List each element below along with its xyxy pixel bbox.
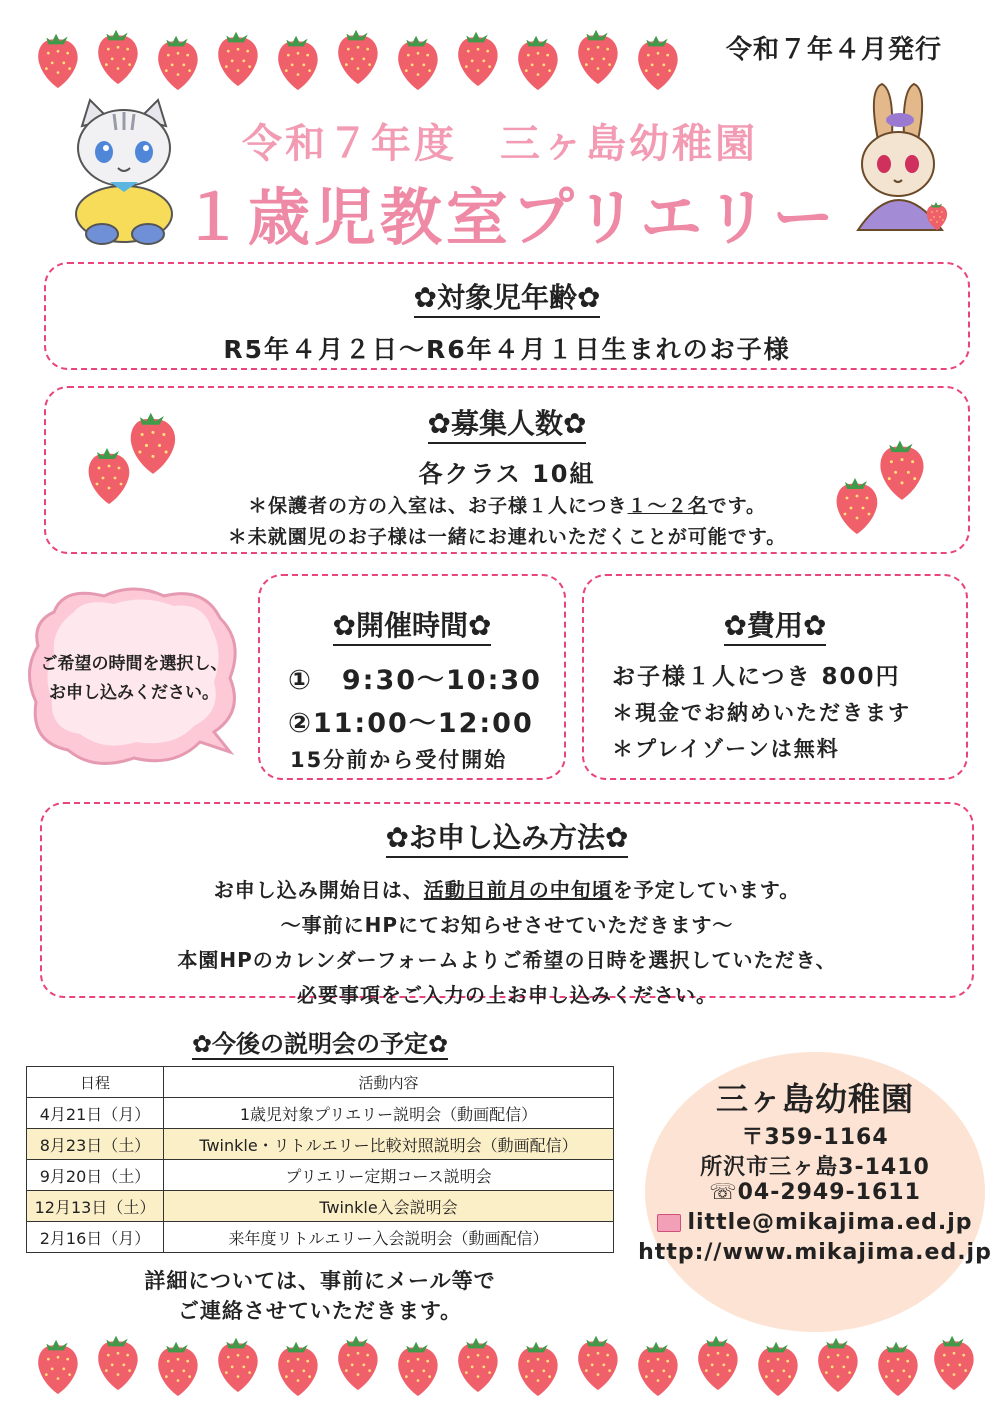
- row-content: Twinkle入会説明会: [164, 1191, 614, 1222]
- strawberry-icon: [126, 404, 180, 476]
- row-date: 4月21日（月）: [27, 1098, 164, 1129]
- strawberry-icon: [932, 1328, 976, 1392]
- row-date: 12月13日（土）: [27, 1191, 164, 1222]
- row-content: 来年度リトルエリー入会説明会（動画配信）: [164, 1222, 614, 1253]
- strawberry-icon: [876, 432, 928, 502]
- row-content: Twinkle・リトルエリー比較対照説明会（動画配信）: [164, 1129, 614, 1160]
- bunny-illustration: [838, 80, 958, 240]
- page-title: １歳児教室プリエリー: [181, 181, 839, 254]
- strawberry-icon: [576, 1328, 620, 1392]
- row-date: 8月23日（土）: [27, 1129, 164, 1160]
- time-slot-2: ②11:00〜12:00: [288, 708, 534, 739]
- strawberry-icon: [36, 1332, 80, 1396]
- fee-line-2: ＊現金でお納めいただきます: [612, 701, 911, 725]
- strawberry-icon: [756, 1334, 800, 1398]
- school-name: 三ヶ島幼稚園: [715, 1080, 914, 1118]
- strawberry-icon: [516, 28, 560, 92]
- strawberry-icon: [636, 1334, 680, 1398]
- schedule-table: [26, 1066, 614, 1253]
- email-link[interactable]: little@mikajima.ed.jp: [687, 1210, 973, 1235]
- email-row: [630, 1210, 1000, 1235]
- apply-section: [40, 802, 974, 1007]
- strawberry-icon: [96, 1328, 140, 1392]
- strawberry-icon: [156, 1334, 200, 1398]
- schedule-footer-1: 詳細については、事前にメール等で: [144, 1269, 496, 1293]
- time-note: 15分前から受付開始: [290, 748, 508, 772]
- page-subtitle: 令和７年度 三ヶ島幼稚園: [242, 121, 758, 167]
- strawberry-icon: [396, 1334, 440, 1398]
- table-row: [27, 1191, 614, 1222]
- strawberry-icon: [516, 1334, 560, 1398]
- row-content: 1歳児対象プリエリー説明会（動画配信）: [164, 1098, 614, 1129]
- capacity-note-2: ＊未就園児のお子様は一緒にお連れいただくことが可能です。: [227, 526, 787, 548]
- address: 所沢市三ヶ島3-1410: [700, 1155, 930, 1180]
- col-date: 日程: [27, 1067, 164, 1098]
- strawberry-icon: [696, 1328, 740, 1392]
- strawberry-icon: [456, 24, 500, 88]
- apply-line-2: 〜事前にHPにてお知らせさせていただきます〜: [280, 913, 734, 937]
- postal-code: 〒359-1164: [741, 1125, 889, 1150]
- row-date: 2月16日（月）: [27, 1222, 164, 1253]
- strawberry-icon: [216, 1330, 260, 1394]
- strawberry-icon: [276, 28, 320, 92]
- schedule-footer-2: ご連絡させていただきます。: [177, 1299, 463, 1323]
- apply-line-4: 必要事項をご入力の上お申し込みください。: [297, 983, 717, 1007]
- strawberry-icon: [576, 22, 620, 86]
- capacity-note-1: ＊保護者の方の入室は、お子様１人につき１〜２名です。: [247, 495, 767, 517]
- age-section: [44, 262, 970, 370]
- table-row: [27, 1129, 614, 1160]
- apply-line-1: お申し込み開始日は、活動日前月の中旬頃を予定しています。: [213, 878, 801, 902]
- time-heading: ✿開催時間✿: [333, 609, 492, 646]
- apply-line-3: 本園HPのカレンダーフォームよりご希望の日時を選択していただき、: [177, 948, 837, 972]
- schedule-heading-wrap: [26, 1024, 614, 1059]
- bubble-text: ご希望の時間を選択し、お申し込みください。: [40, 654, 228, 703]
- capacity-heading: ✿募集人数✿: [428, 407, 587, 444]
- strawberry-icon: [84, 440, 134, 506]
- phone[interactable]: ☏04-2949-1611: [709, 1180, 921, 1205]
- issue-date: 令和７年４月発行: [696, 22, 972, 78]
- strawberry-icon: [832, 470, 882, 536]
- col-content: 活動内容: [164, 1067, 614, 1098]
- table-header-row: [27, 1067, 614, 1098]
- strawberry-icon: [336, 22, 380, 86]
- strawberry-icon: [396, 28, 440, 92]
- fee-line-1: お子様１人につき 800円: [612, 664, 901, 690]
- schedule-heading: ✿今後の説明会の予定✿: [191, 1030, 449, 1058]
- row-content: プリエリー定期コース説明会: [164, 1160, 614, 1191]
- age-heading: ✿対象児年齢✿: [414, 281, 601, 318]
- table-row: [27, 1098, 614, 1129]
- strawberry-icon: [96, 22, 140, 86]
- time-slot-1: ① 9:30〜10:30: [288, 665, 542, 696]
- strawberry-icon: [636, 28, 680, 92]
- strawberry-icon: [216, 24, 260, 88]
- fee-heading: ✿費用✿: [724, 609, 827, 646]
- age-text: R5年４月２日〜R6年４月１日生まれのお子様: [223, 335, 791, 364]
- strawberry-icon: [876, 1334, 920, 1398]
- strawberry-icon: [816, 1330, 860, 1394]
- time-section: [258, 574, 566, 780]
- mail-icon: [657, 1214, 681, 1232]
- strawberry-icon: [336, 1328, 380, 1392]
- table-row: [27, 1222, 614, 1253]
- row-date: 9月20日（土）: [27, 1160, 164, 1191]
- table-row: [27, 1160, 614, 1191]
- strawberry-icon: [276, 1334, 320, 1398]
- schedule-footer: [26, 1266, 614, 1326]
- apply-heading: ✿お申し込み方法✿: [386, 821, 629, 858]
- strawberry-icon: [156, 28, 200, 92]
- website-link[interactable]: http://www.mikajima.ed.jp: [638, 1240, 992, 1265]
- fee-section: [582, 574, 968, 780]
- strawberry-icon: [36, 26, 80, 90]
- fee-line-3: ＊プレイゾーンは無料: [612, 737, 840, 761]
- capacity-text: 各クラス 10組: [418, 460, 596, 488]
- bottom-strawberry-border: [0, 1328, 1000, 1398]
- strawberry-icon: [456, 1330, 500, 1394]
- cat-illustration: [64, 96, 184, 246]
